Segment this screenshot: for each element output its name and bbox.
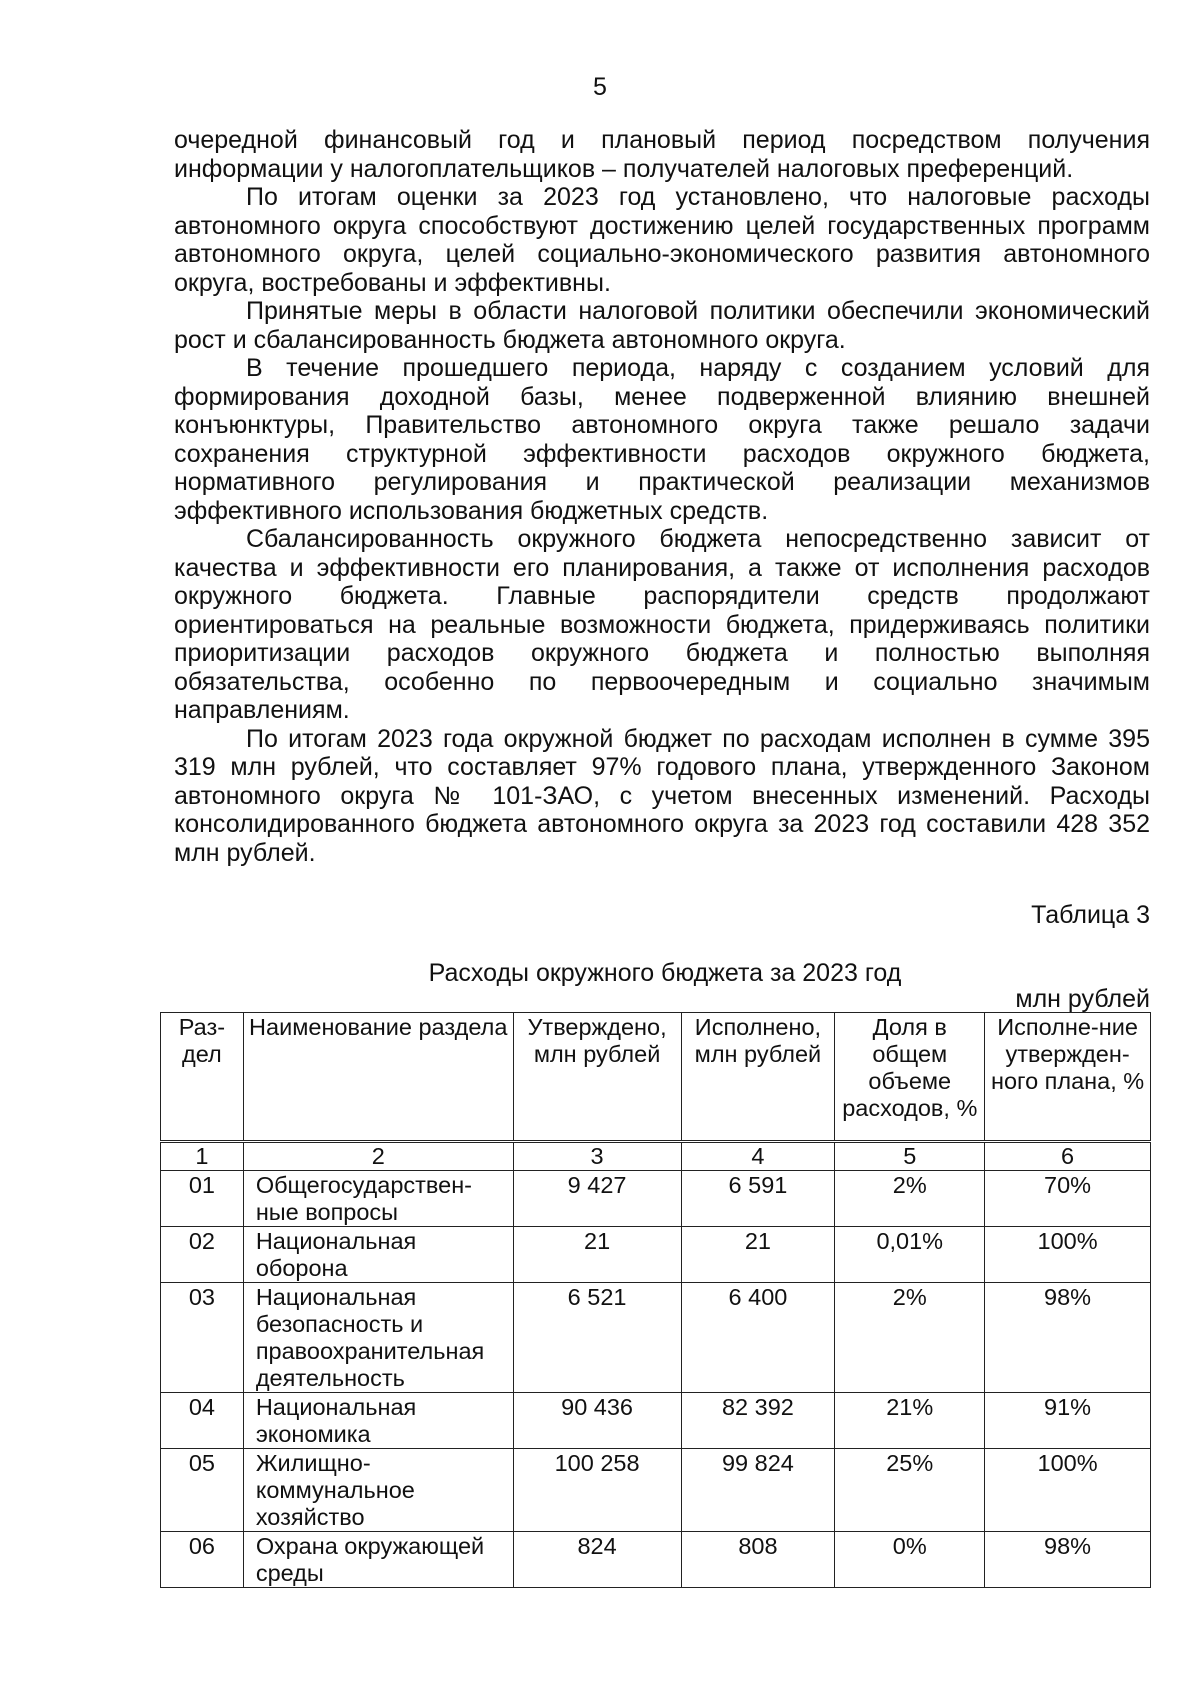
section-code: 04 bbox=[161, 1393, 244, 1449]
execution-value: 91% bbox=[985, 1393, 1151, 1449]
section-name: Национальная экономика bbox=[243, 1393, 513, 1449]
executed-value: 6 400 bbox=[681, 1283, 835, 1393]
executed-value: 99 824 bbox=[681, 1449, 835, 1532]
table-header-row bbox=[161, 1013, 1151, 1142]
section-name: Общегосударствен-ные вопросы bbox=[243, 1171, 513, 1227]
column-number-row bbox=[161, 1142, 1151, 1171]
share-value: 2% bbox=[835, 1283, 985, 1393]
paragraph: Принятые меры в области налоговой политики обеспечили экономический рост и сбалансированность бюджета автономного округа. bbox=[174, 297, 1150, 354]
share-value: 2% bbox=[835, 1171, 985, 1227]
execution-value: 70% bbox=[985, 1171, 1151, 1227]
approved-value: 6 521 bbox=[513, 1283, 681, 1393]
table-row bbox=[161, 1283, 1151, 1393]
section-code: 01 bbox=[161, 1171, 244, 1227]
column-number: 1 bbox=[161, 1142, 244, 1171]
table-title: Расходы окружного бюджета за 2023 год bbox=[428, 959, 902, 987]
paragraph: В течение прошедшего периода, наряду с созданием условий для формирования доходной базы, менее подверженной влиянию внешней конъюнктуры, Правительство автономного округа также решало задачи сохранения структурной эффективности расходов окружного бюджета, нормативного регулирования и практической реализации механизмов эффективного использования бюджетных средств. bbox=[174, 354, 1150, 525]
table-row bbox=[161, 1171, 1151, 1227]
header-share: Доля в общем объеме расходов, % bbox=[835, 1013, 985, 1142]
execution-value: 100% bbox=[985, 1449, 1151, 1532]
column-number: 6 bbox=[985, 1142, 1151, 1171]
share-value: 0,01% bbox=[835, 1227, 985, 1283]
section-name: Национальная оборона bbox=[243, 1227, 513, 1283]
executed-value: 82 392 bbox=[681, 1393, 835, 1449]
approved-value: 100 258 bbox=[513, 1449, 681, 1532]
section-code: 05 bbox=[161, 1449, 244, 1532]
approved-value: 21 bbox=[513, 1227, 681, 1283]
approved-value: 9 427 bbox=[513, 1171, 681, 1227]
header-name: Наименование раздела bbox=[243, 1013, 513, 1142]
budget-table bbox=[160, 1012, 1151, 1588]
column-number: 5 bbox=[835, 1142, 985, 1171]
executed-value: 808 bbox=[681, 1532, 835, 1588]
header-execution: Исполне-ние утвержден-ного плана, % bbox=[985, 1013, 1151, 1142]
table-units: млн рублей bbox=[1015, 985, 1150, 1013]
section-name: Национальная безопасность и правоохранительная деятельность bbox=[243, 1283, 513, 1393]
column-number: 4 bbox=[681, 1142, 835, 1171]
execution-value: 98% bbox=[985, 1532, 1151, 1588]
table-row bbox=[161, 1532, 1151, 1588]
table-row bbox=[161, 1449, 1151, 1532]
paragraph: По итогам оценки за 2023 год установлено, что налоговые расходы автономного округа способствуют достижению целей государственных программ автономного округа, целей социально-экономического развития автономного округа, востребованы и эффективны. bbox=[174, 183, 1150, 297]
header-executed: Исполнено, млн рублей bbox=[681, 1013, 835, 1142]
section-name: Жилищно-коммунальное хозяйство bbox=[243, 1449, 513, 1532]
section-code: 03 bbox=[161, 1283, 244, 1393]
table-label: Таблица 3 bbox=[1031, 901, 1150, 929]
executed-value: 6 591 bbox=[681, 1171, 835, 1227]
paragraph: По итогам 2023 года окружной бюджет по расходам исполнен в сумме 395 319 млн рублей, что составляет 97% годового плана, утвержденного Законом автономного округа № 101-ЗАО, с учетом внесенных изменений. Расходы консолидированного бюджета автономного округа за 2023 год составили 428 352 млн рублей. bbox=[174, 724, 1150, 867]
table-row bbox=[161, 1393, 1151, 1449]
column-number: 3 bbox=[513, 1142, 681, 1171]
section-code: 02 bbox=[161, 1227, 244, 1283]
share-value: 25% bbox=[835, 1449, 985, 1532]
paragraph: Сбалансированность окружного бюджета непосредственно зависит от качества и эффективности его планирования, а также от исполнения расходов окружного бюджета. Главные распорядители средств продолжают ориентироваться на реальные возможности бюджета, придерживаясь политики приоритизации расходов окружного бюджета и полностью выполняя обязательства, особенно по первоочередным и социально значимым направлениям. bbox=[174, 525, 1150, 724]
table-row bbox=[161, 1227, 1151, 1283]
approved-value: 90 436 bbox=[513, 1393, 681, 1449]
share-value: 0% bbox=[835, 1532, 985, 1588]
body-text bbox=[174, 126, 1150, 867]
column-number: 2 bbox=[243, 1142, 513, 1171]
share-value: 21% bbox=[835, 1393, 985, 1449]
section-code: 06 bbox=[161, 1532, 244, 1588]
execution-value: 100% bbox=[985, 1227, 1151, 1283]
header-approved: Утверждено, млн рублей bbox=[513, 1013, 681, 1142]
executed-value: 21 bbox=[681, 1227, 835, 1283]
page-number: 5 bbox=[593, 73, 607, 101]
execution-value: 98% bbox=[985, 1283, 1151, 1393]
approved-value: 824 bbox=[513, 1532, 681, 1588]
paragraph: очередной финансовый год и плановый период посредством получения информации у налогоплательщиков – получателей налоговых преференций. bbox=[174, 126, 1150, 183]
section-name: Охрана окружающей среды bbox=[243, 1532, 513, 1588]
header-section: Раз-дел bbox=[161, 1013, 244, 1142]
